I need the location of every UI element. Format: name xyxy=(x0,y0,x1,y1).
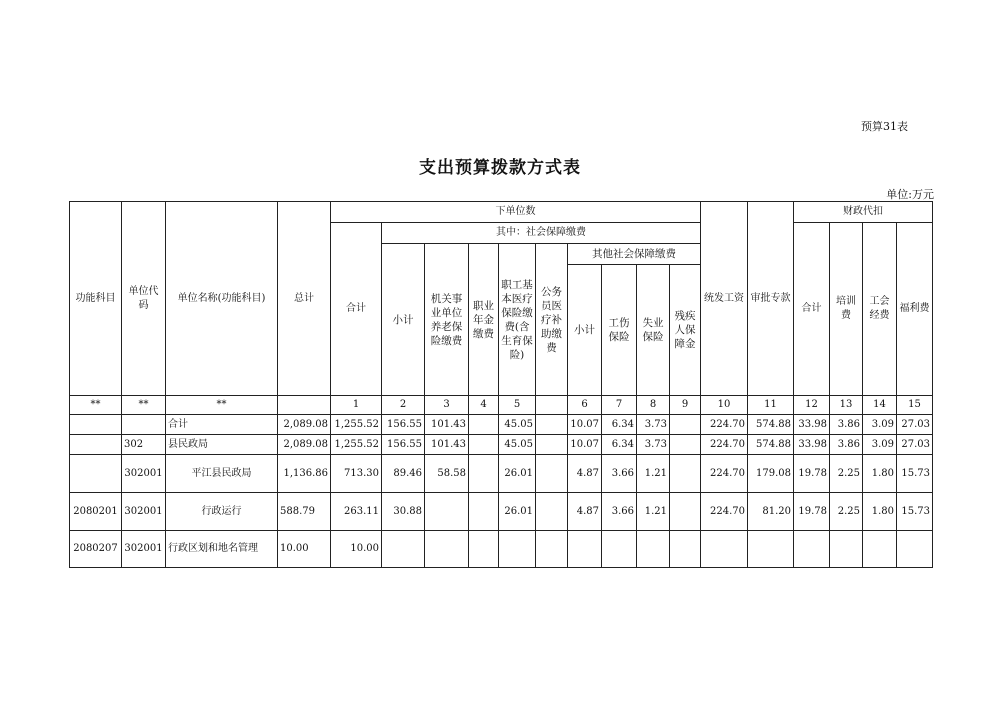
value-cell: 33.98 xyxy=(794,415,830,435)
value-cell: 156.55 xyxy=(382,435,425,455)
header-fiscal-withhold: 财政代扣 xyxy=(794,202,933,223)
value-cell: 10.00 xyxy=(278,531,331,568)
value-cell xyxy=(748,531,794,568)
table-row xyxy=(70,493,933,531)
header-unified-salary: 统发工资 xyxy=(701,202,748,396)
header-pension: 机关事业单位养老保险缴费 xyxy=(425,244,469,396)
value-cell xyxy=(536,455,568,493)
value-cell xyxy=(536,531,568,568)
table-row xyxy=(70,455,933,493)
value-cell: 19.78 xyxy=(794,455,830,493)
value-cell: 1.80 xyxy=(863,493,897,531)
index-cell: 7 xyxy=(602,396,637,415)
value-cell xyxy=(499,531,536,568)
value-cell: 3.09 xyxy=(863,435,897,455)
value-cell: 27.03 xyxy=(897,435,933,455)
index-cell: 6 xyxy=(568,396,602,415)
value-cell xyxy=(670,455,701,493)
index-cell: ** xyxy=(70,396,122,415)
value-cell: 3.73 xyxy=(637,415,670,435)
value-cell: 156.55 xyxy=(382,415,425,435)
index-cell: 11 xyxy=(748,396,794,415)
value-cell: 224.70 xyxy=(701,435,748,455)
value-cell: 1,255.52 xyxy=(331,415,382,435)
func-code-cell xyxy=(70,455,122,493)
value-cell: 45.05 xyxy=(499,415,536,435)
header-unit-name: 单位名称(功能科目) xyxy=(166,202,278,396)
value-cell xyxy=(469,415,499,435)
value-cell: 15.73 xyxy=(897,493,933,531)
value-cell: 3.09 xyxy=(863,415,897,435)
index-cell: 10 xyxy=(701,396,748,415)
value-cell: 3.86 xyxy=(830,435,863,455)
unit-name-cell: 合计 xyxy=(166,415,278,435)
value-cell xyxy=(701,531,748,568)
value-cell: 588.79 xyxy=(278,493,331,531)
value-cell: 3.66 xyxy=(602,455,637,493)
header-lower-sum: 合计 xyxy=(331,223,382,396)
index-cell: ** xyxy=(166,396,278,415)
value-cell: 1,136.86 xyxy=(278,455,331,493)
value-cell xyxy=(568,531,602,568)
value-cell: 1.80 xyxy=(863,455,897,493)
value-cell xyxy=(897,531,933,568)
value-cell xyxy=(536,493,568,531)
func-code-cell: 2080207 xyxy=(70,531,122,568)
index-cell: 5 xyxy=(499,396,536,415)
value-cell xyxy=(469,455,499,493)
value-cell xyxy=(830,531,863,568)
value-cell xyxy=(602,531,637,568)
value-cell: 10.07 xyxy=(568,415,602,435)
value-cell xyxy=(794,531,830,568)
value-cell: 26.01 xyxy=(499,455,536,493)
table-row xyxy=(70,531,933,568)
header-training: 培训费 xyxy=(830,223,863,396)
value-cell: 2,089.08 xyxy=(278,415,331,435)
value-cell: 6.34 xyxy=(602,415,637,435)
budget-table xyxy=(69,201,933,568)
value-cell: 224.70 xyxy=(701,493,748,531)
value-cell xyxy=(469,531,499,568)
value-cell: 224.70 xyxy=(701,415,748,435)
unit-code-cell: 302001 xyxy=(122,531,166,568)
value-cell: 1.21 xyxy=(637,455,670,493)
unit-name-cell: 行政运行 xyxy=(166,493,278,531)
value-cell: 4.87 xyxy=(568,455,602,493)
func-code-cell xyxy=(70,435,122,455)
value-cell: 179.08 xyxy=(748,455,794,493)
index-cell: 14 xyxy=(863,396,897,415)
unit-code-cell: 302001 xyxy=(122,493,166,531)
header-occupational: 职业年金缴费 xyxy=(469,244,499,396)
index-cell: 12 xyxy=(794,396,830,415)
table-header xyxy=(70,202,933,396)
value-cell xyxy=(670,435,701,455)
value-cell xyxy=(670,493,701,531)
header-fiscal-total: 合计 xyxy=(794,223,830,396)
value-cell xyxy=(425,531,469,568)
value-cell: 2.25 xyxy=(830,493,863,531)
index-cell xyxy=(278,396,331,415)
unit-label: 单位:万元 xyxy=(886,188,934,201)
value-cell xyxy=(863,531,897,568)
unit-name-cell: 平江县民政局 xyxy=(166,455,278,493)
value-cell: 10.07 xyxy=(568,435,602,455)
value-cell xyxy=(670,531,701,568)
value-cell: 1.21 xyxy=(637,493,670,531)
value-cell: 263.11 xyxy=(331,493,382,531)
table-row xyxy=(70,435,933,455)
header-total: 总计 xyxy=(278,202,331,396)
index-cell: 4 xyxy=(469,396,499,415)
index-cell: 15 xyxy=(897,396,933,415)
header-unit-code: 单位代码 xyxy=(122,202,166,396)
value-cell: 89.46 xyxy=(382,455,425,493)
header-social-security: 其中：社会保障缴费 xyxy=(382,223,701,244)
value-cell: 4.87 xyxy=(568,493,602,531)
index-cell xyxy=(536,396,568,415)
value-cell: 6.34 xyxy=(602,435,637,455)
index-cell: 2 xyxy=(382,396,425,415)
value-cell: 27.03 xyxy=(897,415,933,435)
value-cell: 58.58 xyxy=(425,455,469,493)
value-cell: 3.86 xyxy=(830,415,863,435)
header-lower-units: 下单位数 xyxy=(331,202,701,223)
func-code-cell xyxy=(70,415,122,435)
value-cell: 30.88 xyxy=(382,493,425,531)
index-cell: 13 xyxy=(830,396,863,415)
table-body xyxy=(70,396,933,568)
header-medical: 职工基本医疗保险缴费(含生育保险) xyxy=(499,244,536,396)
page-title: 支出预算拨款方式表 xyxy=(419,158,581,178)
index-cell: 9 xyxy=(670,396,701,415)
table-row xyxy=(70,415,933,435)
value-cell: 26.01 xyxy=(499,493,536,531)
header-func-code: 功能科目 xyxy=(70,202,122,396)
header-other-small-total: 小计 xyxy=(568,265,602,396)
value-cell xyxy=(670,415,701,435)
value-cell xyxy=(382,531,425,568)
header-disability: 残疾人保障金 xyxy=(670,265,701,396)
header-injury: 工伤保险 xyxy=(602,265,637,396)
value-cell: 15.73 xyxy=(897,455,933,493)
index-cell: 3 xyxy=(425,396,469,415)
header-small-total: 小计 xyxy=(382,244,425,396)
index-cell: 8 xyxy=(637,396,670,415)
header-unemployment: 失业保险 xyxy=(637,265,670,396)
value-cell: 3.73 xyxy=(637,435,670,455)
value-cell: 81.20 xyxy=(748,493,794,531)
header-civil-medical: 公务员医疗补助缴费 xyxy=(536,244,568,396)
value-cell xyxy=(469,435,499,455)
unit-code-cell xyxy=(122,415,166,435)
value-cell: 19.78 xyxy=(794,493,830,531)
index-cell: ** xyxy=(122,396,166,415)
value-cell: 574.88 xyxy=(748,415,794,435)
value-cell xyxy=(469,493,499,531)
value-cell: 101.43 xyxy=(425,415,469,435)
header-other-social: 其他社会保障缴费 xyxy=(568,244,701,265)
value-cell: 1,255.52 xyxy=(331,435,382,455)
header-welfare: 福利费 xyxy=(897,223,933,396)
value-cell: 10.00 xyxy=(331,531,382,568)
value-cell: 713.30 xyxy=(331,455,382,493)
value-cell: 224.70 xyxy=(701,455,748,493)
value-cell xyxy=(536,415,568,435)
header-special-approval: 审批专款 xyxy=(748,202,794,396)
value-cell: 2,089.08 xyxy=(278,435,331,455)
value-cell xyxy=(425,493,469,531)
index-cell: 1 xyxy=(331,396,382,415)
header-union: 工会经费 xyxy=(863,223,897,396)
value-cell: 33.98 xyxy=(794,435,830,455)
value-cell: 2.25 xyxy=(830,455,863,493)
func-code-cell: 2080201 xyxy=(70,493,122,531)
value-cell: 3.66 xyxy=(602,493,637,531)
form-number: 预算31表 xyxy=(861,120,908,133)
unit-code-cell: 302 xyxy=(122,435,166,455)
value-cell: 574.88 xyxy=(748,435,794,455)
value-cell xyxy=(536,435,568,455)
unit-code-cell: 302001 xyxy=(122,455,166,493)
value-cell: 101.43 xyxy=(425,435,469,455)
value-cell: 45.05 xyxy=(499,435,536,455)
value-cell xyxy=(637,531,670,568)
index-row xyxy=(70,396,933,415)
unit-name-cell: 县民政局 xyxy=(166,435,278,455)
unit-name-cell: 行政区划和地名管理 xyxy=(166,531,278,568)
